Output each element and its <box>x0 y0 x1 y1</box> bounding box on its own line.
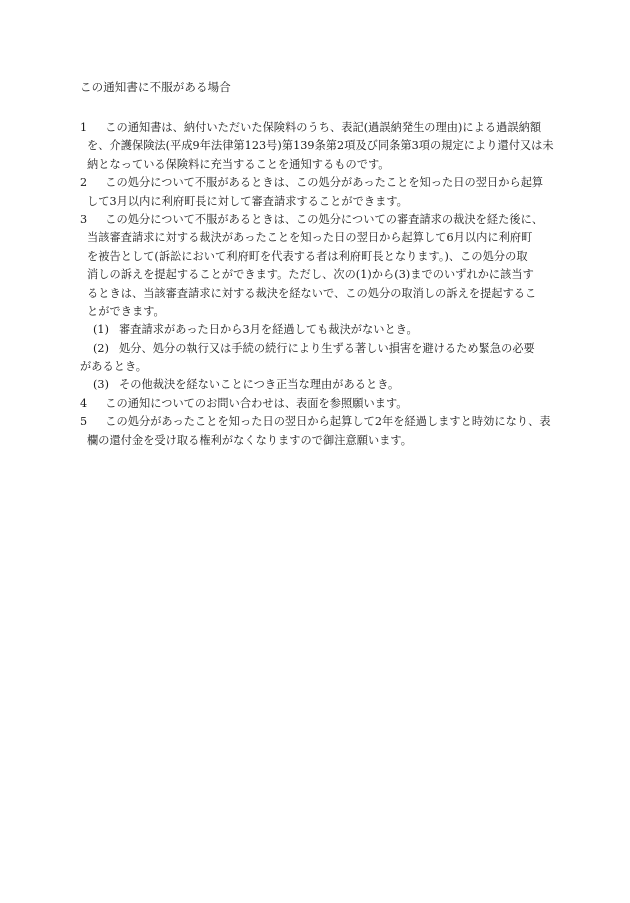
item-text: 納となっている保険料に充当することを通知するものです。 <box>87 157 390 171</box>
item-2-line-1 <box>80 174 554 192</box>
item-text: を被告として(訴訟において利府町を代表する者は利府町長となります。)、この処分の取 <box>87 249 528 263</box>
page-title: この通知書に不服がある場合 <box>80 80 231 94</box>
item-text: この通知についてのお問い合わせは、表面を参照願います。 <box>94 396 408 410</box>
subitem-number: (1) <box>93 323 109 337</box>
subitem-text: があるとき。 <box>80 360 147 374</box>
item-text: この処分について不服があるときは、この処分があったことを知った日の翌日から起算 <box>94 176 544 190</box>
subitem-3 <box>80 376 554 394</box>
subitem-text: その他裁決を経ないことにつき正当な理由があるとき。 <box>119 378 400 392</box>
subitem-2-continued <box>80 358 554 376</box>
item-text: 消しの訴えを提起することができます。ただし、次の(1)から(3)までのいずれかに該当す <box>87 268 534 282</box>
item-text: とができます。 <box>87 304 165 318</box>
item-3-line-3 <box>80 248 554 266</box>
item-text: を、介護保険法(平成9年法律第123号)第139条第2項及び同条第3項の規定により還付又は未 <box>87 139 554 153</box>
item-number: 3 <box>80 212 88 226</box>
item-1-line-3 <box>80 156 554 174</box>
item-text: この処分について不服があるときは、この処分についての審査請求の裁決を経た後に、 <box>94 212 544 226</box>
item-2-line-2 <box>80 193 554 211</box>
item-text: 当該審査請求に対する裁決があったことを知った日の翌日から起算して6月以内に利府町 <box>87 231 533 245</box>
item-text: るときは、当該審査請求に対する裁決を経ないで、この処分の取消しの訴えを提起するこ <box>87 286 537 300</box>
subitem-1 <box>80 321 554 339</box>
item-3-line-5 <box>80 285 554 303</box>
item-text: して3月以内に利府町長に対して審査請求することができます。 <box>87 194 408 208</box>
item-text: この処分があったことを知った日の翌日から起算して2年を経過しますと時効になり、表 <box>94 415 551 429</box>
item-4-line-1 <box>80 395 554 413</box>
item-1-line-2 <box>80 137 554 155</box>
subitem-number: (2) <box>93 341 109 355</box>
item-5-line-2 <box>80 432 554 450</box>
item-3-line-2 <box>80 229 554 247</box>
item-3-line-6 <box>80 303 554 321</box>
item-5-line-1 <box>80 413 554 431</box>
item-number: 2 <box>80 176 88 190</box>
subitem-number: (3) <box>93 378 109 392</box>
subitem-text: 処分、処分の執行又は手続の続行により生ずる著しい損害を避けるため緊急の必要 <box>119 341 535 355</box>
item-number: 1 <box>80 121 88 134</box>
subitem-text: 審査請求があった日から3月を経過しても裁決がないとき。 <box>119 323 418 337</box>
item-1-line-1 <box>80 119 554 137</box>
item-number: 4 <box>80 396 88 410</box>
item-3-line-1 <box>80 211 554 229</box>
item-text: 欄の還付金を受け取る権利がなくなりますので御注意願います。 <box>87 433 412 447</box>
item-number: 5 <box>80 415 88 429</box>
item-3-line-4 <box>80 266 554 284</box>
notice-body <box>80 119 554 450</box>
subitem-2 <box>80 340 554 358</box>
item-text: この通知書は、納付いただいた保険料のうち、表記(過誤納発生の理由)による過誤納額 <box>94 121 542 134</box>
